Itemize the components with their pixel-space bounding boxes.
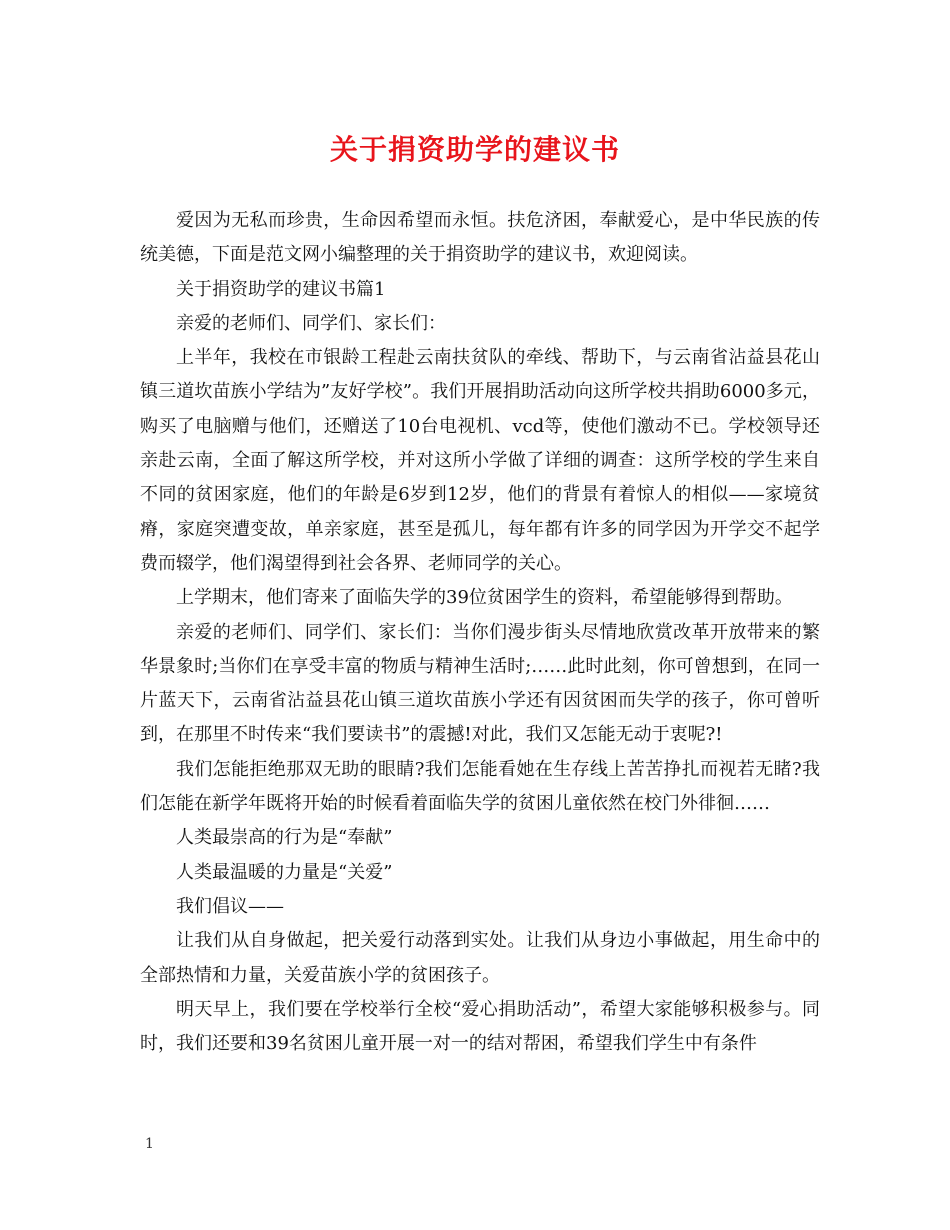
document-title: 关于捐资助学的建议书 — [329, 133, 620, 166]
body-paragraph: 我们怎能拒绝那双无助的眼睛?我们怎能看她在生存线上苦苦挣扎而视若无睹?我们怎能在新学年既将开始的时候看着面临失学的贫困儿童依然在校门外徘徊…… — [140, 758, 820, 815]
document-body — [140, 204, 820, 1061]
body-paragraph: 让我们从自身做起，把关爱行动落到实处。让我们从身边小事做起，用生命中的全部热情和力量，关爱苗族小学的贫困孩子。 — [140, 930, 820, 986]
body-line: 我们倡议—— — [176, 895, 284, 917]
intro-paragraph: 爱因为无私而珍贵，生命因希望而永恒。扶危济困，奉献爱心，是中华民族的传统美德，下面是范文网小编整理的关于捐资助学的建议书，欢迎阅读。 — [140, 210, 820, 266]
body-line: 人类最崇高的行为是“奉献” — [176, 827, 393, 849]
salutation: 亲爱的老师们、同学们、家长们： — [176, 312, 446, 334]
body-line: 人类最温暖的力量是“关爱” — [176, 861, 393, 883]
body-paragraph: 明天早上，我们要在学校举行全校“爱心捐助活动”，希望大家能够积极参与。同时，我们还要和39名贫困儿童开展一对一的结对帮困，希望我们学生中有条件 — [140, 998, 820, 1055]
page-number: 1 — [145, 1136, 154, 1152]
body-paragraph: 上学期末，他们寄来了面临失学的39位贫困学生的资料，希望能够得到帮助。 — [176, 587, 793, 609]
section-heading: 关于捐资助学的建议书篇1 — [176, 278, 386, 300]
body-paragraph: 亲爱的老师们、同学们、家长们：当你们漫步街头尽情地欣赏改革开放带来的繁华景象时;当你们在享受丰富的物质与精神生活时;……此时此刻，你可曾想到，在同一片蓝天下，云南省沾益县花山镇三道坎苗族小学还有因贫困而失学的孩子，你可曾听到，在那里不时传来“我们要读书”的震撼!对此，我们又怎能无动于衷呢?! — [140, 621, 820, 746]
body-paragraph: 上半年，我校在市银龄工程赴云南扶贫队的牵线、帮助下，与云南省沾益县花山镇三道坎苗族小学结为”友好学校”。我们开展捐助活动向这所学校共捐助6000多元，购买了电脑赠与他们，还赠送了10台电视机、vcd等，使他们激动不已。学校领导还亲赴云南，全面了解这所学校，并对这所小学做了详细的调查：这所学校的学生来自不同的贫困家庭，他们的年龄是6岁到12岁，他们的背景有着惊人的相似——家境贫瘠，家庭突遭变故，单亲家庭，甚至是孤儿，每年都有许多的同学因为开学交不起学费而辍学，他们渴望得到社会各界、老师同学的关心。 — [140, 347, 820, 574]
